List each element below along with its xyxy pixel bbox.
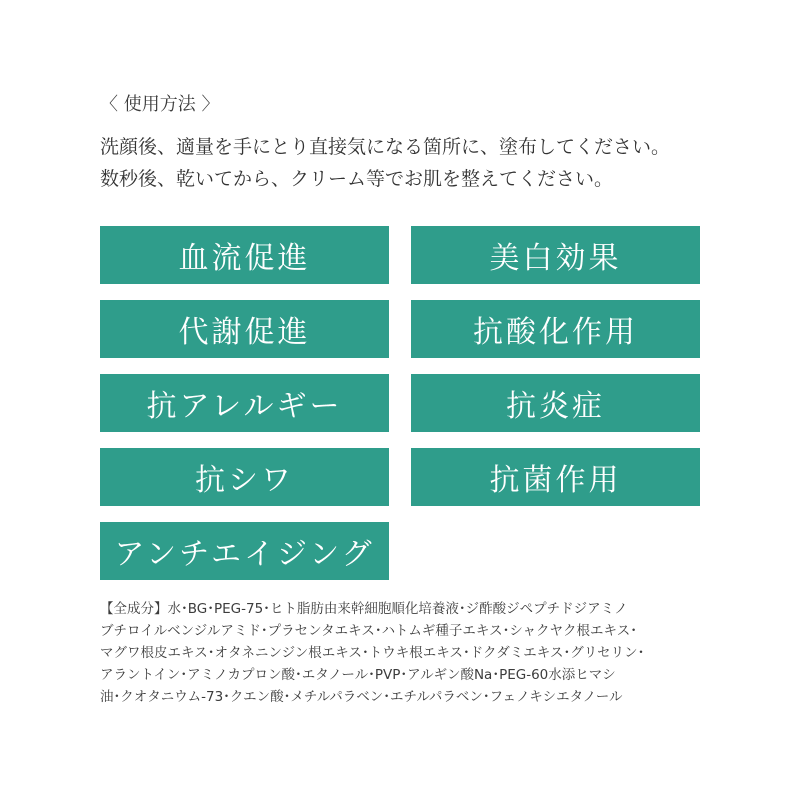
ingredients-line-5: 油･クオタニウム-73･クエン酸･メチルパラベン･エチルパラベン･フェノキシエタノール — [100, 689, 623, 705]
usage-section — [100, 93, 740, 195]
effect-tile-antibacterial: 抗菌作用 — [411, 448, 700, 506]
usage-heading: 〈 使用方法 〉 — [100, 94, 220, 115]
ingredients-list — [100, 598, 720, 708]
effect-tile-antioxidant: 抗酸化作用 — [411, 300, 700, 358]
effect-tile-anti-aging: アンチエイジング — [100, 522, 389, 580]
effect-tile-metabolism: 代謝促進 — [100, 300, 389, 358]
ingredients-line-1: 【全成分】水･BG･PEG-75･ヒト脂肪由来幹細胞順化培養液･ジ酢酸ジペプチドジアミノ — [100, 601, 628, 617]
ingredients-line-4: アラントイン･アミノカプロン酸･エタノール･PVP･アルギン酸Na･PEG-60水添ヒマシ — [100, 667, 616, 683]
ingredients-line-3: マグワ根皮エキス･オタネニンジン根エキス･トウキ根エキス･ドクダミエキス･グリセリン･ — [100, 645, 645, 661]
effect-tile-anti-inflammatory: 抗炎症 — [411, 374, 700, 432]
usage-line-2: 数秒後、乾いてから、クリーム等でお肌を整えてください。 — [100, 168, 614, 190]
effect-tile-whitening: 美白効果 — [411, 226, 700, 284]
effect-tile-blood-flow: 血流促進 — [100, 226, 389, 284]
effect-tile-anti-wrinkle: 抗シワ — [100, 448, 389, 506]
ingredients-line-2: ブチロイルベンジルアミド･プラセンタエキス･ハトムギ種子エキス･シャクヤク根エキス･ — [100, 623, 638, 639]
effect-tile-anti-allergy: 抗アレルギー — [100, 374, 389, 432]
usage-line-1: 洗顔後、適量を手にとり直接気になる箇所に、塗布してください。 — [100, 136, 671, 158]
